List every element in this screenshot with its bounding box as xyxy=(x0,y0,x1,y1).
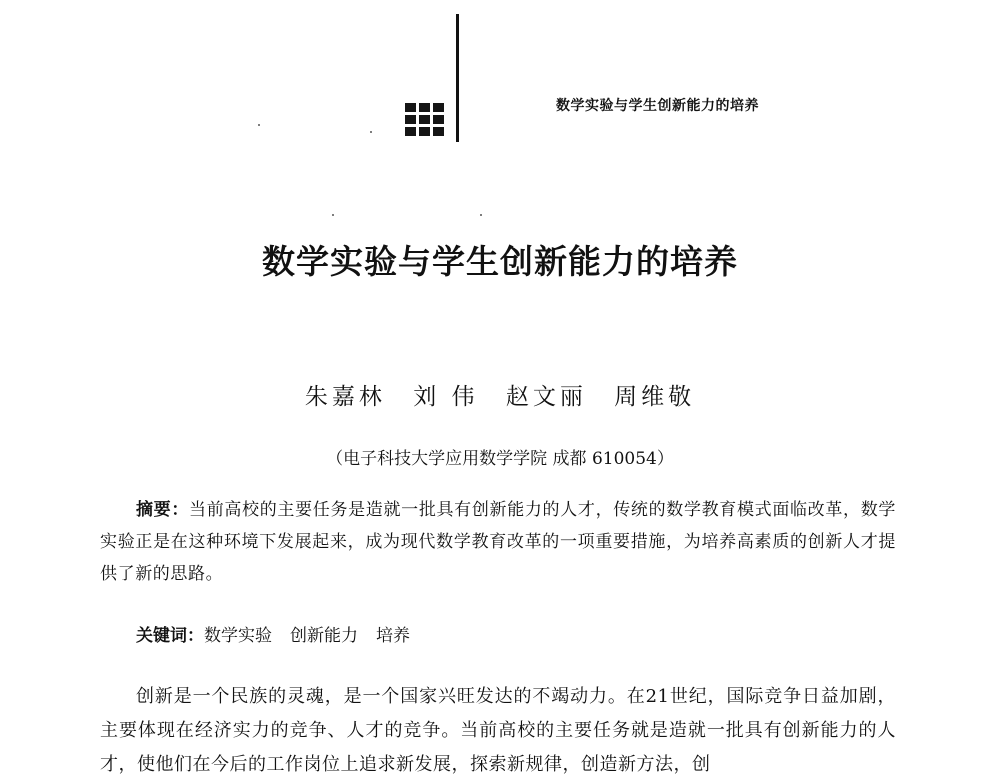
journal-logo-grid xyxy=(405,103,444,136)
keywords xyxy=(136,621,428,646)
author-name: 刘 伟 xyxy=(413,384,479,410)
running-head: 数学实验与学生创新能力的培养 xyxy=(556,98,759,114)
paper-title: 数学实验与学生创新能力的培养 xyxy=(262,242,738,281)
author-name: 朱嘉林 xyxy=(304,384,386,410)
scan-speck xyxy=(480,214,482,216)
author-list xyxy=(0,378,1000,411)
abstract-text: 当前高校的主要任务是造就一批具有创新能力的人才，传统的数学教育模式面临改革，数学实验正是在这种环境下发展起来，成为现代数学教育改革的一项重要措施，为培养高素质的创新人才提供了新的思路。 xyxy=(100,500,896,584)
scan-speck xyxy=(332,214,334,216)
abstract-label: 摘要： xyxy=(136,500,190,520)
author-name: 周维敬 xyxy=(614,384,696,410)
body-paragraph: 创新是一个民族的灵魂，是一个国家兴旺发达的不竭动力。在21世纪，国际竞争日益加剧，主要体现在经济实力的竞争、人才的竞争。当前高校的主要任务就是造就一批具有创新能力的人才，使他们在今后的工作岗位上追求新发展，探索新规律，创造新方法，创 xyxy=(100,686,896,775)
abstract xyxy=(100,494,896,590)
keyword: 创新能力 xyxy=(290,626,358,646)
header-vertical-rule xyxy=(456,14,459,142)
keyword: 数学实验 xyxy=(204,626,272,646)
affiliation: （电子科技大学应用数学学院 成都 610054） xyxy=(326,449,674,469)
scan-speck xyxy=(258,124,260,126)
author-name: 赵文丽 xyxy=(505,384,587,410)
keywords-label: 关键词： xyxy=(136,626,204,646)
scan-speck xyxy=(370,131,372,133)
keyword: 培养 xyxy=(376,626,410,646)
